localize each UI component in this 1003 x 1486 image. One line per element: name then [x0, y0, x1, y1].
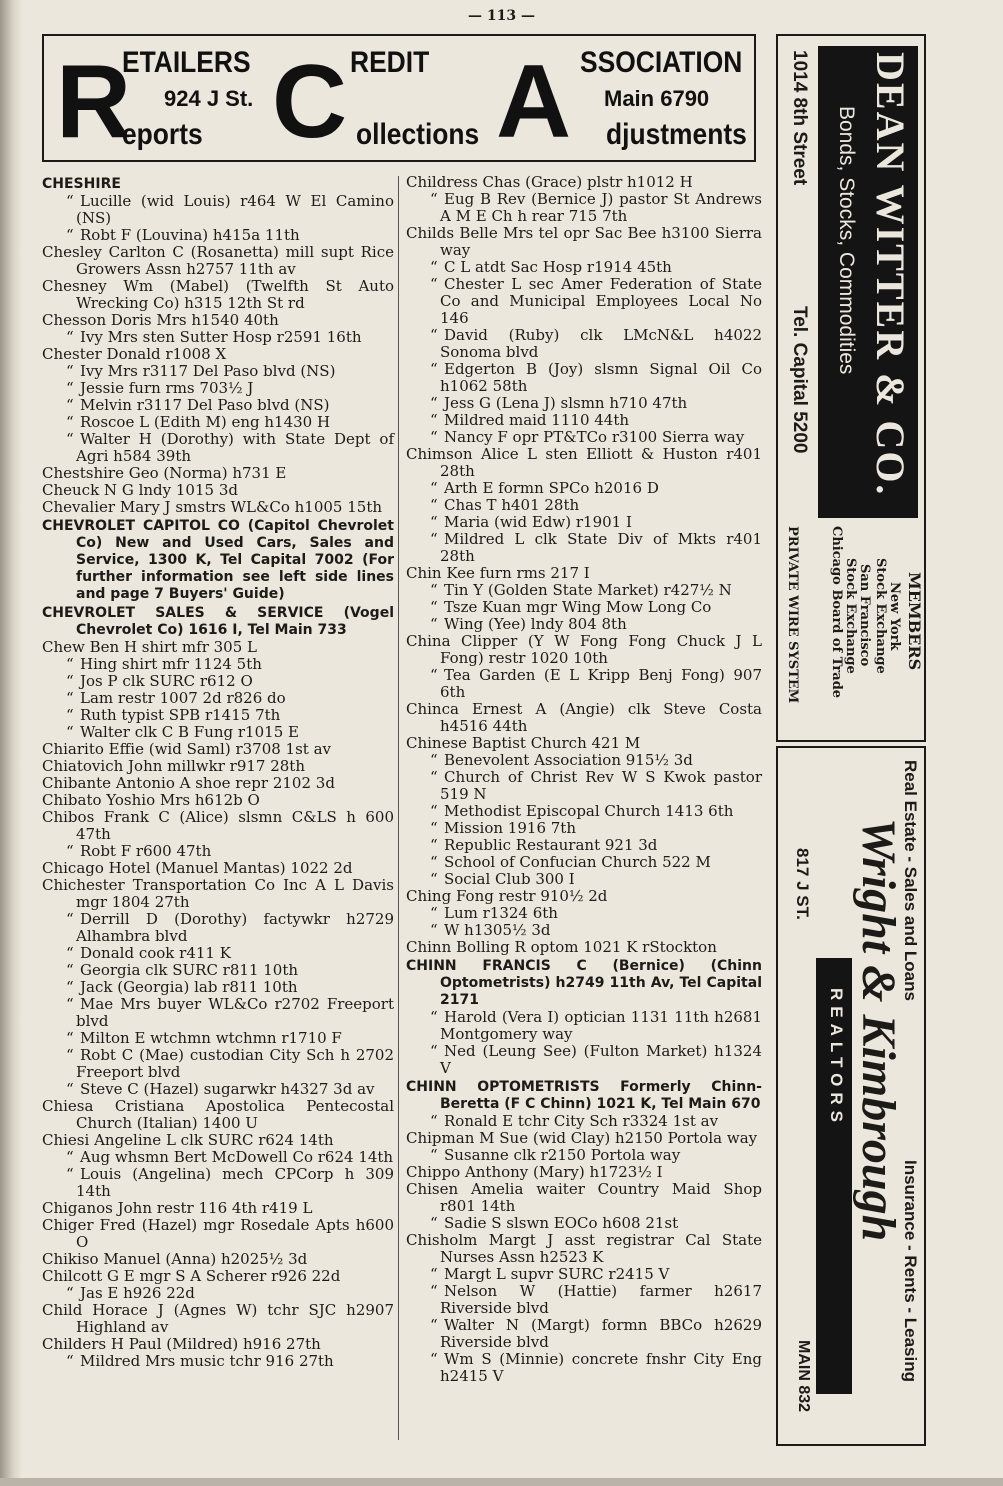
banner-c-bottom: ollections	[356, 118, 480, 151]
banner-letter-c: C	[272, 44, 348, 160]
wk-phone: MAIN 832	[795, 1340, 812, 1413]
dean-witter-tagline: Bonds, Stocks, Commodities	[835, 106, 858, 375]
directory-sub-entry: “ Edgerton B (Joy) slsmn Signal Oil Co h1062 58th	[406, 361, 762, 395]
banner-letter-r: R	[56, 44, 132, 160]
directory-sub-entry: “ Social Club 300 I	[406, 871, 762, 888]
directory-sub-entry: “ Donald cook r411 K	[42, 945, 394, 962]
dean-witter-ad	[776, 34, 926, 742]
directory-sub-entry: “ Jess G (Lena J) slsmn h710 47th	[406, 395, 762, 412]
directory-sub-entry: “ Margt L supvr SURC r2415 V	[406, 1266, 762, 1283]
retailers-credit-banner	[42, 34, 756, 162]
directory-sub-entry: “ Mildred maid 1110 44th	[406, 412, 762, 429]
directory-sub-entry: “ Mildred L clk State Div of Mkts r401 28th	[406, 531, 762, 565]
directory-sub-entry: “ Tsze Kuan mgr Wing Mow Long Co	[406, 599, 762, 616]
directory-sub-entry: “ Mission 1916 7th	[406, 820, 762, 837]
directory-entry: Chinn Bolling R optom 1021 K rStockton	[406, 938, 717, 956]
wk-address: 817 J ST.	[793, 848, 812, 920]
directory-sub-entry: “ W h1305½ 3d	[406, 922, 762, 939]
directory-sub-entry: “ Hing shirt mfr 1124 5th	[42, 656, 394, 673]
page-bottom-edge	[0, 1478, 1003, 1486]
wk-top-line: Real Estate - Sales and Loans	[901, 760, 920, 1001]
directory-entry: China Clipper (Y W Fong Fong Chuck J L Fong) restr 1020 10th	[406, 632, 762, 667]
directory-display-entry: CHINN FRANCIS C (Bernice) (Chinn Optometrists) h2749 11th Av, Tel Capital 2171	[406, 958, 762, 1008]
directory-display-entry: CHEVROLET SALES & SERVICE (Vogel Chevrolet Co) 1616 I, Tel Main 733	[42, 605, 394, 638]
dean-witter-member: Stock Exchange	[843, 558, 858, 674]
dean-witter-member: PRIVATE WIRE SYSTEM	[785, 526, 800, 704]
directory-entry: Chew Ben H shirt mfr 305 L	[42, 638, 257, 656]
wk-bottom-line: Insurance - Rents - Leasing	[901, 1160, 920, 1382]
directory-entry: Chibos Frank C (Alice) slsmn C&LS h 600 47th	[42, 808, 394, 843]
directory-sub-entry: “ Arth E formn SPCo h2016 D	[406, 480, 762, 497]
directory-sub-entry: “ Lucille (wid Louis) r464 W El Camino (NS)	[42, 193, 394, 227]
directory-entry: Chimson Alice L sten Elliott & Huston r401 28th	[406, 445, 762, 480]
directory-sub-entry: “ C L atdt Sac Hosp r1914 45th	[406, 259, 762, 276]
directory-sub-entry: “ Georgia clk SURC r811 10th	[42, 962, 394, 979]
directory-sub-entry: “ Ronald E tchr City Sch r3324 1st av	[406, 1113, 762, 1130]
banner-letter-a: A	[496, 44, 572, 160]
dean-witter-member: San Francisco	[857, 564, 872, 667]
wright-kimbrough-ad	[776, 746, 926, 1446]
directory-sub-entry: “ Harold (Vera I) optician 1131 11th h2681 Montgomery way	[406, 1009, 762, 1043]
directory-sub-entry: “ Wing (Yee) lndy 804 8th	[406, 616, 762, 633]
directory-entry: Chestshire Geo (Norma) h731 E	[42, 464, 287, 482]
directory-entry: Chiesa Cristiana Apostolica Pentecostal Church (Italian) 1400 U	[42, 1097, 394, 1132]
directory-sub-entry: “ Ned (Leung See) (Fulton Market) h1324 V	[406, 1043, 762, 1077]
directory-sub-entry: “ Tea Garden (E L Kripp Benj Fong) 907 6th	[406, 667, 762, 701]
directory-sub-entry: “ Susanne clk r2150 Portola way	[406, 1147, 762, 1164]
directory-sub-entry: “ Roscoe L (Edith M) eng h1430 H	[42, 414, 394, 431]
banner-a-bottom: djustments	[606, 118, 747, 151]
directory-entry: Chilcott G E mgr S A Scherer r926 22d	[42, 1267, 341, 1285]
directory-entry: Child Horace J (Agnes W) tchr SJC h2907 Highland av	[42, 1301, 394, 1336]
directory-sub-entry: “ Jessie furn rms 703½ J	[42, 380, 394, 397]
wk-name: Wright & Kimbrough	[852, 818, 905, 1242]
wk-realtors: REALTORS	[827, 988, 846, 1128]
directory-entry: Chiger Fred (Hazel) mgr Rosedale Apts h600 O	[42, 1216, 394, 1251]
banner-r-bottom: eports	[122, 118, 203, 151]
directory-sub-entry: “ Nancy F opr PT&TCo r3100 Sierra way	[406, 429, 762, 446]
directory-sub-entry: “ Mildred Mrs music tchr 916 27th	[42, 1353, 394, 1370]
directory-sub-entry: “ Lum r1324 6th	[406, 905, 762, 922]
directory-sub-entry: “ Walter N (Margt) formn BBCo h2629 Riverside blvd	[406, 1317, 762, 1351]
directory-sub-entry: “ Jack (Georgia) lab r811 10th	[42, 979, 394, 996]
directory-entry: Chinca Ernest A (Angie) clk Steve Costa h4516 44th	[406, 700, 762, 735]
directory-entry: Chibato Yoshio Mrs h612b O	[42, 791, 260, 809]
directory-entry: Chiganos John restr 116 4th r419 L	[42, 1199, 313, 1217]
directory-entry: Chester Donald r1008 X	[42, 345, 227, 363]
directory-sub-entry: “ Ivy Mrs sten Sutter Hosp r2591 16th	[42, 329, 394, 346]
directory-entry: Chisen Amelia waiter Country Maid Shop r801 14th	[406, 1180, 762, 1215]
directory-sub-entry: “ Maria (wid Edw) r1901 I	[406, 514, 762, 531]
banner-r-top: ETAILERS	[122, 46, 251, 79]
directory-sub-entry: “ Tin Y (Golden State Market) r427½ N	[406, 582, 762, 599]
directory-display-entry: CHESHIRE	[42, 176, 121, 192]
directory-display-entry: CHEVROLET CAPITOL CO (Capitol Chevrolet Co) New and Used Cars, Sales and Service, 1300 K, Tel Capital 7002 (For further information see left side lines and page 7 Buyers' Guide)	[42, 518, 394, 602]
directory-sub-entry: “ Walter clk C B Fung r1015 E	[42, 724, 394, 741]
directory-entry: Chikiso Manuel (Anna) h2025½ 3d	[42, 1250, 308, 1268]
directory-sub-entry: “ Melvin r3117 Del Paso blvd (NS)	[42, 397, 394, 414]
banner-phone: Main 6790	[604, 86, 710, 111]
directory-sub-entry: “ Jos P clk SURC r612 O	[42, 673, 394, 690]
directory-entry: Chesney Wm (Mabel) (Twelfth St Auto Wrecking Co) h315 12th St rd	[42, 277, 394, 312]
directory-sub-entry: “ Republic Restaurant 921 3d	[406, 837, 762, 854]
page-number: — 113 —	[468, 8, 535, 24]
directory-sub-entry: “ Robt F (Louvina) h415a 11th	[42, 227, 394, 244]
directory-entry: Chiesi Angeline L clk SURC r624 14th	[42, 1131, 334, 1149]
directory-entry: Chinese Baptist Church 421 M	[406, 734, 641, 752]
directory-sub-entry: “ Robt C (Mae) custodian City Sch h 2702 Freeport blvd	[42, 1047, 394, 1081]
directory-sub-entry: “ Chas T h401 28th	[406, 497, 762, 514]
banner-a-top: SSOCIATION	[580, 46, 743, 79]
directory-entry: Chesley Carlton C (Rosanetta) mill supt Rice Growers Assn h2757 11th av	[42, 243, 394, 278]
directory-sub-entry: “ School of Confucian Church 522 M	[406, 854, 762, 871]
dean-witter-address: 1014 8th Street	[789, 50, 810, 186]
directory-entry: Childers H Paul (Mildred) h916 27th	[42, 1335, 321, 1353]
directory-sub-entry: “ Eug B Rev (Bernice J) pastor St Andrews A M E Ch h rear 715 7th	[406, 191, 762, 225]
directory-entry: Chibante Antonio A shoe repr 2102 3d	[42, 774, 335, 792]
directory-entry: Chevalier Mary J smstrs WL&Co h1005 15th	[42, 498, 383, 516]
directory-entry: Chiatovich John millwkr r917 28th	[42, 757, 305, 775]
directory-entry: Ching Fong restr 910½ 2d	[406, 887, 608, 905]
directory-sub-entry: “ Aug whsmn Bert McDowell Co r624 14th	[42, 1149, 394, 1166]
directory-sub-entry: “ Ruth typist SPB r1415 7th	[42, 707, 394, 724]
dean-witter-phone: Tel. Capital 5200	[789, 306, 810, 454]
directory-sub-entry: “ Methodist Episcopal Church 1413 6th	[406, 803, 762, 820]
directory-entry: Chiarito Effie (wid Saml) r3708 1st av	[42, 740, 332, 758]
banner-c-top: REDIT	[350, 46, 430, 79]
directory-sub-entry: “ Louis (Angelina) mech CPCorp h 309 14th	[42, 1166, 394, 1200]
dean-witter-name: DEAN WITTER & CO.	[868, 52, 913, 497]
directory-sub-entry: “ Church of Christ Rev W S Kwok pastor 519 N	[406, 769, 762, 803]
directory-sub-entry: “ Robt F r600 47th	[42, 843, 394, 860]
dean-witter-member: Chicago Board of Trade	[829, 526, 844, 699]
column-divider	[398, 176, 399, 1440]
directory-column-right	[406, 174, 762, 1385]
directory-entry: Chichester Transportation Co Inc A L Davis mgr 1804 27th	[42, 876, 394, 911]
directory-entry: Cheuck N G lndy 1015 3d	[42, 481, 238, 499]
directory-entry: Chin Kee furn rms 217 I	[406, 564, 590, 582]
directory-sub-entry: “ Sadie S slswn EOCo h608 21st	[406, 1215, 762, 1232]
dean-witter-member: New York	[887, 582, 902, 651]
banner-address: 924 J St.	[164, 86, 254, 111]
directory-sub-entry: “ Walter H (Dorothy) with State Dept of Agri h584 39th	[42, 431, 394, 465]
directory-sub-entry: “ Derrill D (Dorothy) factywkr h2729 Alhambra blvd	[42, 911, 394, 945]
directory-entry: Chesson Doris Mrs h1540 40th	[42, 311, 279, 329]
directory-display-entry: CHINN OPTOMETRISTS Formerly Chinn-Beretta (F C Chinn) 1021 K, Tel Main 670	[406, 1079, 762, 1112]
directory-sub-entry: “ Ivy Mrs r3117 Del Paso blvd (NS)	[42, 363, 394, 380]
directory-sub-entry: “ Steve C (Hazel) sugarwkr h4327 3d av	[42, 1081, 394, 1098]
directory-entry: Childs Belle Mrs tel opr Sac Bee h3100 Sierra way	[406, 224, 762, 259]
directory-sub-entry: “ Mae Mrs buyer WL&Co r2702 Freeport blvd	[42, 996, 394, 1030]
directory-sub-entry: “ Nelson W (Hattie) farmer h2617 Riverside blvd	[406, 1283, 762, 1317]
dean-witter-members-title: MEMBERS	[905, 572, 924, 671]
directory-entry: Chipman M Sue (wid Clay) h2150 Portola way	[406, 1129, 758, 1147]
directory-sub-entry: “ Wm S (Minnie) concrete fnshr City Eng h2415 V	[406, 1351, 762, 1385]
directory-entry: Chisholm Margt J asst registrar Cal State Nurses Assn h2523 K	[406, 1231, 762, 1266]
directory-sub-entry: “ Milton E wtchmn wtchmn r1710 F	[42, 1030, 394, 1047]
directory-sub-entry: “ Benevolent Association 915½ 3d	[406, 752, 762, 769]
directory-entry: Chicago Hotel (Manuel Mantas) 1022 2d	[42, 859, 353, 877]
page-binding-shadow	[0, 0, 22, 1486]
directory-sub-entry: “ Chester L sec Amer Federation of State Co and Municipal Employees Local No 146	[406, 276, 762, 327]
dean-witter-member: Stock Exchange	[873, 558, 888, 674]
directory-entry: Chippo Anthony (Mary) h1723½ I	[406, 1163, 663, 1181]
directory-sub-entry: “ Jas E h926 22d	[42, 1285, 394, 1302]
directory-entry: Childress Chas (Grace) plstr h1012 H	[406, 173, 693, 191]
directory-sub-entry: “ Lam restr 1007 2d r826 do	[42, 690, 394, 707]
directory-sub-entry: “ David (Ruby) clk LMcN&L h4022 Sonoma blvd	[406, 327, 762, 361]
directory-column-left	[42, 174, 394, 1370]
